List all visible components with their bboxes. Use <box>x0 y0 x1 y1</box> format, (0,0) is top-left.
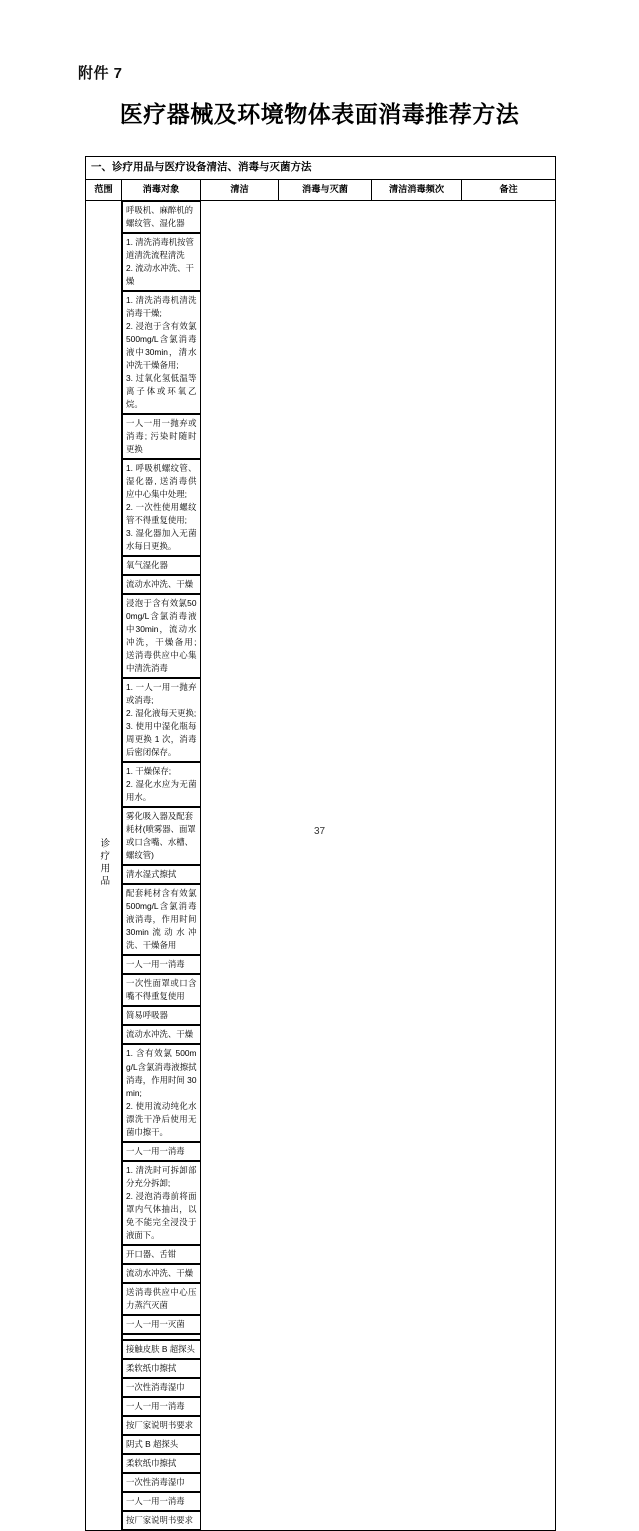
cell-disinfection: 一次性消毒湿巾 <box>122 1378 201 1397</box>
table-row <box>86 1245 556 1340</box>
cell-remark: 1. 清洗时可拆卸部分充分拆卸; 2. 浸泡消毒前将面罩内气体抽出，以免不能完全浸没于液面下。 <box>122 1161 201 1245</box>
scope-cell <box>86 200 122 1530</box>
page-number: 37 <box>313 826 326 837</box>
table-row <box>86 1340 556 1435</box>
scope-label: 诊疗用品 <box>98 838 110 889</box>
cell-disinfection: 1. 含有效氯 500mg/L含氯消毒液擦拭消毒，作用时间 30min; 2. 使用流动纯化水漂洗干净后使用无菌巾擦干。 <box>122 1044 201 1141</box>
cell-cleaning: 1. 清洗消毒机按管道清洗流程清洗 2. 流动水冲洗、干燥 <box>122 233 201 291</box>
table-row <box>86 807 556 1006</box>
attachment-label: 附件 7 <box>78 65 123 82</box>
cell-disinfection: 一次性消毒湿巾 <box>122 1473 201 1492</box>
cell-remark: 1. 干燥保存; 2. 湿化水应为无菌用水。 <box>122 762 201 807</box>
cell-frequency: 一人一用一消毒 <box>122 1492 201 1511</box>
cell-cleaning: 清水湿式擦拭 <box>122 865 201 884</box>
cell-cleaning: 流动水冲洗、干燥 <box>122 1264 201 1283</box>
cell-remark: 按厂家说明书要求 <box>122 1511 201 1530</box>
cell-cleaning: 柔软纸巾擦拭 <box>122 1359 201 1378</box>
column-header-frequency: 清洁消毒频次 <box>372 179 462 200</box>
section-heading-row <box>86 157 556 180</box>
cell-remark: 按厂家说明书要求 <box>122 1416 201 1435</box>
column-header-object: 消毒对象 <box>122 179 201 200</box>
section-heading: 一、诊疗用品与医疗设备清洁、消毒与灭菌方法 <box>86 157 556 180</box>
cell-frequency: 一人一用一抛弃或消毒; 污染时随时更换 <box>122 414 201 459</box>
cell-frequency: 1. 一人一用一抛弃或消毒; 2. 湿化液每天更换; 3. 使用中湿化瓶每周更换 1 次，消毒后密闭保存。 <box>122 678 201 762</box>
column-header-disinfection: 消毒与灭菌 <box>279 179 372 200</box>
table-head <box>86 157 556 201</box>
cell-object: 简易呼吸器 <box>122 1006 201 1025</box>
cell-object: 接触皮肤 B 超探头 <box>122 1340 201 1359</box>
cell-frequency: 一人一用一消毒 <box>122 1397 201 1416</box>
table-row <box>86 556 556 807</box>
cell-frequency: 一人一用一灭菌 <box>122 1315 201 1334</box>
cell-object: 阴式 B 超探头 <box>122 1435 201 1454</box>
column-header-remark: 备注 <box>462 179 556 200</box>
table-row <box>86 1006 556 1244</box>
column-header-scope: 范围 <box>86 179 122 200</box>
table-row <box>86 1435 556 1531</box>
column-header-cleaning: 清洁 <box>201 179 279 200</box>
cell-cleaning: 柔软纸巾擦拭 <box>122 1454 201 1473</box>
table-header-row <box>86 179 556 200</box>
cell-cleaning: 流动水冲洗、干燥 <box>122 575 201 594</box>
cell-frequency: 一人一用一消毒 <box>122 955 201 974</box>
table-body <box>86 200 556 1530</box>
table-row <box>86 200 556 556</box>
cell-frequency: 一人一用一消毒 <box>122 1142 201 1161</box>
cell-remark: 一次性面罩或口含嘴不得重复使用 <box>122 974 201 1006</box>
page-title: 医疗器械及环境物体表面消毒推荐方法 <box>119 101 520 127</box>
cell-remark: 1. 呼吸机螺纹管、湿化器, 送消毒供应中心集中处理; 2. 一次性使用螺纹管不得重复使用; 3. 湿化器加入无菌水每日更换。 <box>122 459 201 556</box>
cell-disinfection: 送消毒供应中心压力蒸汽灭菌 <box>122 1283 201 1315</box>
cell-object: 氧气湿化器 <box>122 556 201 575</box>
cell-object: 开口器、舌钳 <box>122 1245 201 1264</box>
cell-cleaning: 流动水冲洗、干燥 <box>122 1025 201 1044</box>
disinfection-method-table <box>85 156 556 1531</box>
cell-disinfection: 1. 清洗消毒机清洗消毒干燥; 2. 浸泡于含有效氯500mg/L含氯消毒液中30min，清水冲洗干燥备用; 3. 过氧化氢低温等离子体或环氧乙烷。 <box>122 291 201 414</box>
disinfection-table-container <box>85 156 555 1531</box>
cell-object: 雾化吸入器及配套耗材(喷雾器、面罩或口含嘴、水槽、螺纹管) <box>122 807 201 865</box>
cell-disinfection: 配套耗材含有效氯500mg/L含氯消毒液消毒，作用时间 30min流动水冲洗、干燥备用 <box>122 884 201 955</box>
cell-object: 呼吸机、麻醉机的螺纹管、湿化器 <box>122 201 201 233</box>
cell-disinfection: 浸泡于含有效氯500mg/L含氯消毒液中30min，流动水冲洗，干燥备用; 送消毒供应中心集中清洗消毒 <box>122 594 201 678</box>
